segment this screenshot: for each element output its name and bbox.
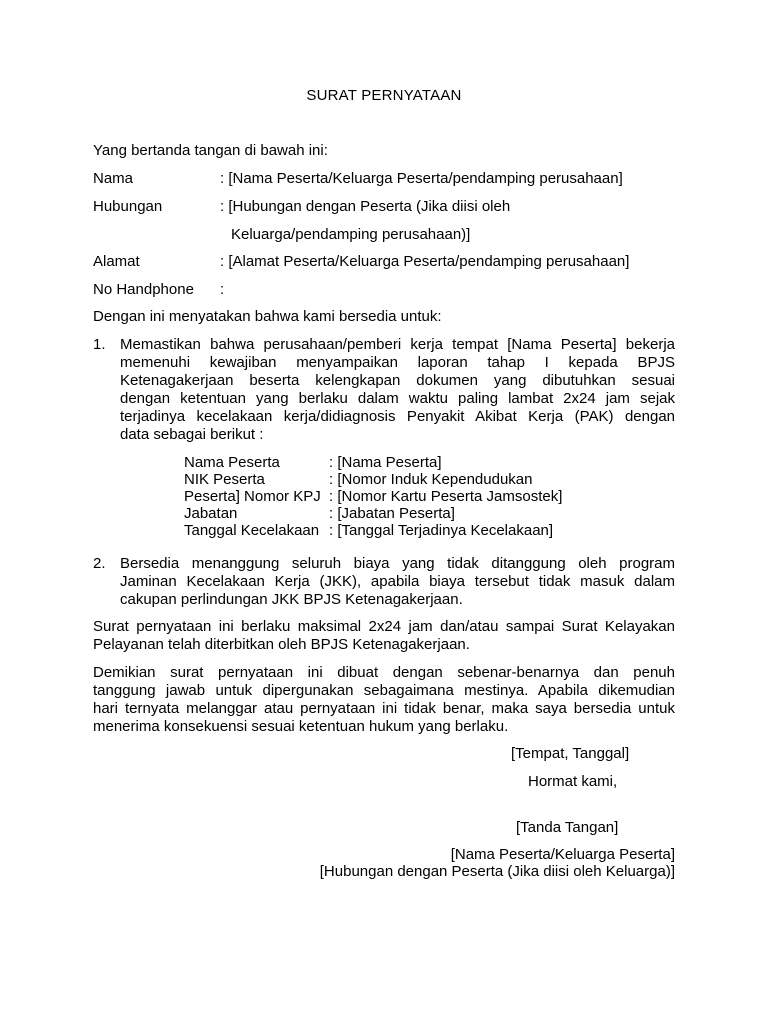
signatory-name: [Nama Peserta/Keluarga Peserta] [450,846,675,863]
list-item-1 [120,336,675,444]
field-label-alamat: Alamat [93,253,140,270]
field-value-hubungan-line1: : [Hubungan dengan Peserta (Jika diisi oleh [220,198,511,215]
list-item-1-line: Memastikan bahwa perusahaan/pemberi kerja tempat [Nama Peserta] bekerja [120,336,675,353]
detail-value: : [Jabatan Peserta] [329,505,455,522]
signature-placeholder: [Tanda Tangan] [516,819,619,836]
paragraph-line: menerima konsekuensi sesuai ketentuan hukum yang berlaku. [93,718,509,735]
place-date: [Tempat, Tanggal] [511,745,630,762]
list-item-1-line: terjadinya kecelakaan kerja/didiagnosis Penyakit Akibat Kerja (PAK) dengan [120,408,675,425]
field-value-nama: : [Nama Peserta/Keluarga Peserta/pendamping perusahaan] [220,170,623,187]
validity-paragraph [93,618,675,654]
regards-text: Hormat kami, [528,773,618,790]
page-title: SURAT PERNYATAAN [306,87,462,104]
field-value-hubungan-line2: Keluarga/pendamping perusahaan)] [231,226,471,243]
detail-label: Tanggal Kecelakaan [184,522,320,539]
detail-label: Peserta] Nomor KPJ [184,488,321,505]
paragraph-line: Demikian surat pernyataan ini dibuat dengan sebenar-benarnya dan penuh [93,664,675,681]
detail-label: Jabatan [184,505,238,522]
list-item-2-line: Bersedia menanggung seluruh biaya yang tidak ditanggung oleh program [120,555,675,572]
list-item-2-line: cakupan perlindungan JKK BPJS Ketenagakerjaan. [120,591,463,608]
paragraph-line: tanggung jawab untuk dipergunakan sebagaimana mestinya. Apabila dikemudian [93,682,675,699]
detail-value: : [Nomor Induk Kependudukan [329,471,533,488]
field-value-alamat: : [Alamat Peserta/Keluarga Peserta/pendamping perusahaan] [220,253,630,270]
detail-label: NIK Peserta [184,471,265,488]
field-value-handphone: : [220,281,225,298]
signatory-relation: [Hubungan dengan Peserta (Jika diisi oleh Keluarga)] [319,863,675,880]
paragraph-line: hari ternyata melanggar atau pernyataan ini tidak benar, maka saya bersedia untuk [93,700,675,717]
statement-intro: Dengan ini menyatakan bahwa kami bersedia untuk: [93,308,442,325]
detail-value: : [Nomor Kartu Peserta Jamsostek] [329,488,563,505]
paragraph-line: Pelayanan telah diterbitkan oleh BPJS Ketenagakerjaan. [93,636,470,653]
list-item-1-line: memenuhi kewajiban menyampaikan laporan tahap I kepada BPJS [120,354,675,371]
detail-value: : [Tanggal Terjadinya Kecelakaan] [329,522,554,539]
list-number-1: 1. [93,336,106,353]
list-item-2 [120,555,675,609]
list-item-1-line: data sebagai berikut : [120,426,264,443]
field-label-handphone: No Handphone [93,281,194,298]
list-number-2: 2. [93,555,106,572]
list-item-1-line: dengan ketentuan yang berlaku dalam waktu paling lambat 2x24 jam sejak [120,390,675,407]
field-label-nama: Nama [93,170,134,187]
intro-text: Yang bertanda tangan di bawah ini: [93,142,328,159]
list-item-1-line: Ketenagakerjaan beserta kelengkapan dokumen yang dibutuhkan sesuai [120,372,675,389]
list-item-2-line: Jaminan Kecelakaan Kerja (JKK), apabila biaya tersebut tidak masuk dalam [120,573,675,590]
paragraph-line: Surat pernyataan ini berlaku maksimal 2x24 jam dan/atau sampai Surat Kelayakan [93,618,675,635]
field-label-hubungan: Hubungan [93,198,163,215]
closing-paragraph [93,664,675,736]
detail-label: Nama Peserta [184,454,280,471]
detail-value: : [Nama Peserta] [329,454,442,471]
